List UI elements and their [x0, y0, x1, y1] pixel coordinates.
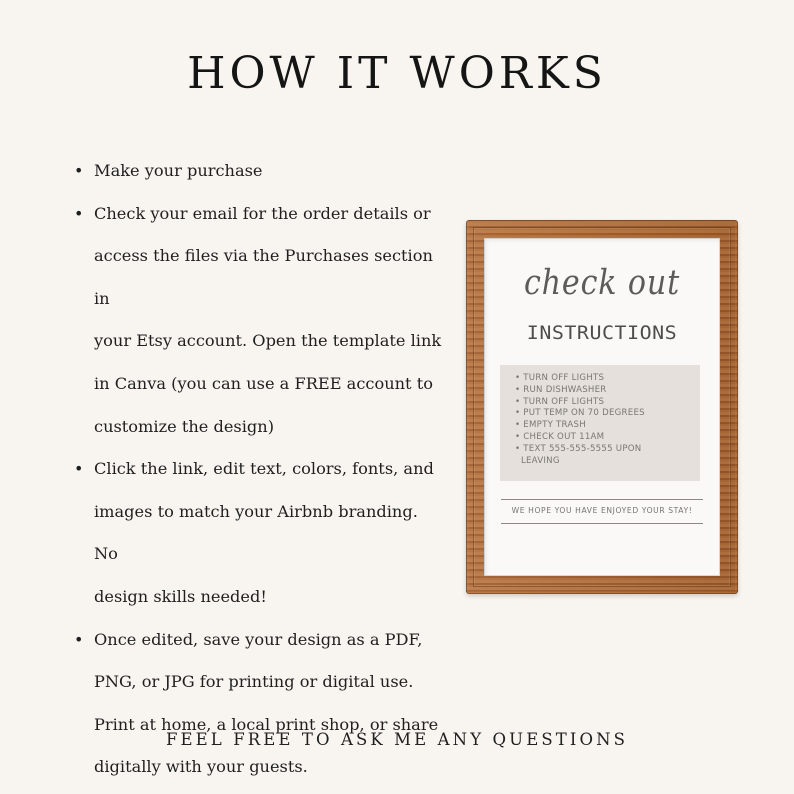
step-item-purchase: [74, 150, 446, 193]
step-item-edit-template: [74, 448, 446, 618]
step-1-line-1: Make your purchase: [94, 161, 263, 180]
sign-script-title: check out: [523, 263, 681, 303]
step-4-line-1: Once edited, save your design as a PDF,: [94, 629, 423, 649]
step-3-line-3: design skills needed!: [94, 586, 267, 606]
stay-message: WE HOPE YOU HAVE ENJOYED YOUR STAY!: [511, 506, 693, 515]
instruction-line-3: • TURN OFF LIGHTS: [515, 396, 605, 407]
instruction-line-5: • EMPTY TRASH: [515, 420, 586, 431]
step-2-line-3: your Etsy account. Open the template link: [94, 331, 442, 351]
sign-subtitle: INSTRUCTIONS: [526, 322, 678, 344]
step-4-line-2: PNG, or JPG for printing or digital use.: [94, 672, 414, 692]
instruction-line-2: • RUN DISHWASHER: [515, 384, 607, 395]
printed-sign: [484, 238, 720, 576]
step-3-line-1: Click the link, edit text, colors, fonts, and: [94, 459, 434, 479]
instruction-line-1: • TURN OFF LIGHTS: [515, 373, 605, 383]
page-title: HOW IT WORKS: [187, 48, 607, 99]
instruction-line-4: • PUT TEMP ON 70 DEGREES: [515, 408, 645, 419]
instruction-line-6: • CHECK OUT 11AM: [515, 431, 605, 442]
step-4-line-3: Print at home, a local print shop, or share: [94, 714, 439, 734]
checkout-instructions-box: [500, 365, 700, 481]
framed-checkout-sign: [466, 220, 738, 594]
sign-divider-top: [501, 499, 703, 500]
sign-divider-bottom: [501, 523, 703, 524]
step-3-line-2: images to match your Airbnb branding. No: [94, 501, 418, 564]
instruction-line-7: • TEXT 555-555-5555 UPON: [515, 443, 642, 454]
step-item-email-access: [74, 193, 446, 449]
step-2-line-2: access the files via the Purchases section in: [94, 246, 433, 308]
step-4-line-4: digitally with your guests.: [94, 757, 308, 777]
instruction-step-list: [74, 150, 446, 789]
step-item-save-print: [74, 619, 446, 789]
footer-question-note: FEEL FREE TO ASK ME ANY QUESTIONS: [165, 730, 629, 749]
step-2-line-5: customize the design): [94, 416, 275, 436]
step-2-line-4: in Canva (you can use a FREE account to: [94, 373, 433, 393]
step-2-line-1: Check your email for the order details or: [94, 203, 431, 223]
instruction-line-8: LEAVING: [515, 455, 560, 466]
